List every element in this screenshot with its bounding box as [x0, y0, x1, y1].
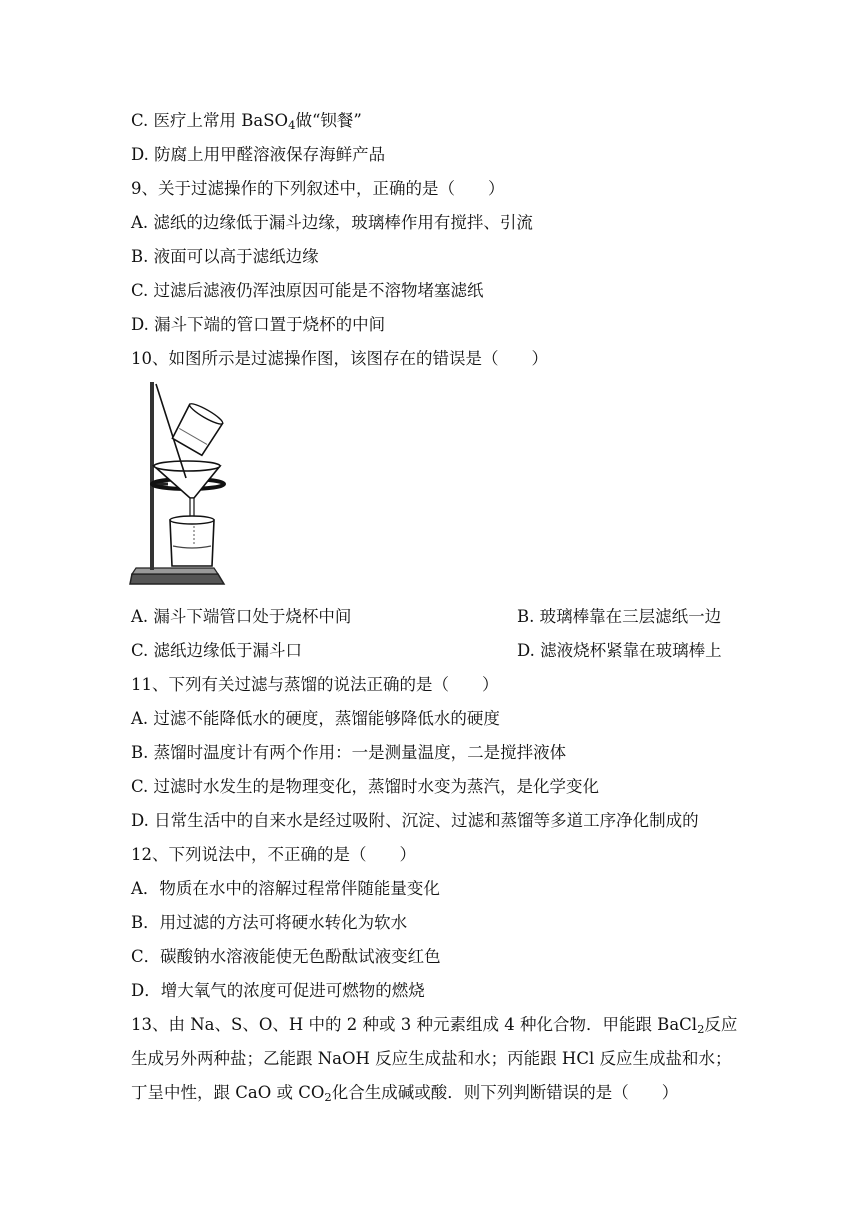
question-12: 12、下列说法中，不正确的是（ ）	[131, 845, 416, 864]
q11-option-b: B. 蒸馏时温度计有两个作用：一是测量温度，二是搅拌液体	[131, 743, 567, 762]
stand-rod	[150, 382, 154, 570]
question-13-line-1: 13、由 Na、S、O、H 中的 2 种或 3 种元素组成 4 种化合物．甲能跟 BaCl$_2$反应	[131, 1015, 738, 1036]
q9-option-c: C. 过滤后滤液仍浑浊原因可能是不溶物堵塞滤纸	[131, 281, 484, 300]
question-13-line-3: 丁呈中性，跟 CaO 或 $CO_2$化合生成碱或酸．则下列判断错误的是（ ）	[131, 1083, 679, 1104]
q9-option-d: D. 漏斗下端的管口置于烧杯的中间	[131, 315, 386, 334]
q12-option-c: C．碳酸钠水溶液能使无色酚酞试液变红色	[131, 947, 441, 966]
filtration-apparatus-figure	[128, 378, 228, 590]
q10-options-row-1	[131, 606, 722, 628]
q10-option-b: B. 玻璃棒靠在三层滤纸一边	[517, 607, 722, 626]
pouring-beaker	[171, 401, 225, 456]
stand-base	[130, 574, 224, 584]
question-13-line-2: 生成另外两种盐；乙能跟 NaOH 反应生成盐和水；丙能跟 HCl 反应生成盐和水；	[131, 1049, 732, 1068]
q11-option-d: D. 日常生活中的自来水是经过吸附、沉淀、过滤和蒸馏等多道工序净化制成的	[131, 811, 699, 830]
question-10: 10、如图所示是过滤操作图，该图存在的错误是（ ）	[131, 349, 548, 368]
q12-option-d: D．增大氧气的浓度可促进可燃物的燃烧	[131, 981, 425, 1000]
q8-option-d: D. 防腐上用甲醛溶液保存海鲜产品	[131, 145, 386, 164]
question-11: 11、下列有关过滤与蒸馏的说法正确的是（ ）	[131, 675, 499, 694]
q11-option-c: C. 过滤时水发生的是物理变化，蒸馏时水变为蒸汽，是化学变化	[131, 777, 600, 796]
receiving-beaker	[170, 520, 214, 566]
q9-option-b: B. 液面可以高于滤纸边缘	[131, 247, 319, 266]
question-9: 9、关于过滤操作的下列叙述中，正确的是（ ）	[131, 179, 505, 198]
q10-option-c: C. 滤纸边缘低于漏斗口	[131, 641, 303, 660]
q9-option-a: A. 滤纸的边缘低于漏斗边缘，玻璃棒作用有搅拌、引流	[131, 213, 533, 232]
q8-option-c: C. 医疗上常用 BaSO$_4$做“钡餐”	[131, 111, 362, 132]
q12-option-b: B．用过滤的方法可将硬水转化为软水	[131, 913, 408, 932]
q10-option-a: A. 漏斗下端管口处于烧杯中间	[131, 607, 352, 626]
q10-options-row-2	[131, 640, 722, 662]
q11-option-a: A. 过滤不能降低水的硬度，蒸馏能够降低水的硬度	[131, 709, 500, 728]
q12-option-a: A．物质在水中的溶解过程常伴随能量变化	[131, 879, 440, 898]
q10-option-d: D. 滤液烧杯紧靠在玻璃棒上	[517, 641, 722, 660]
